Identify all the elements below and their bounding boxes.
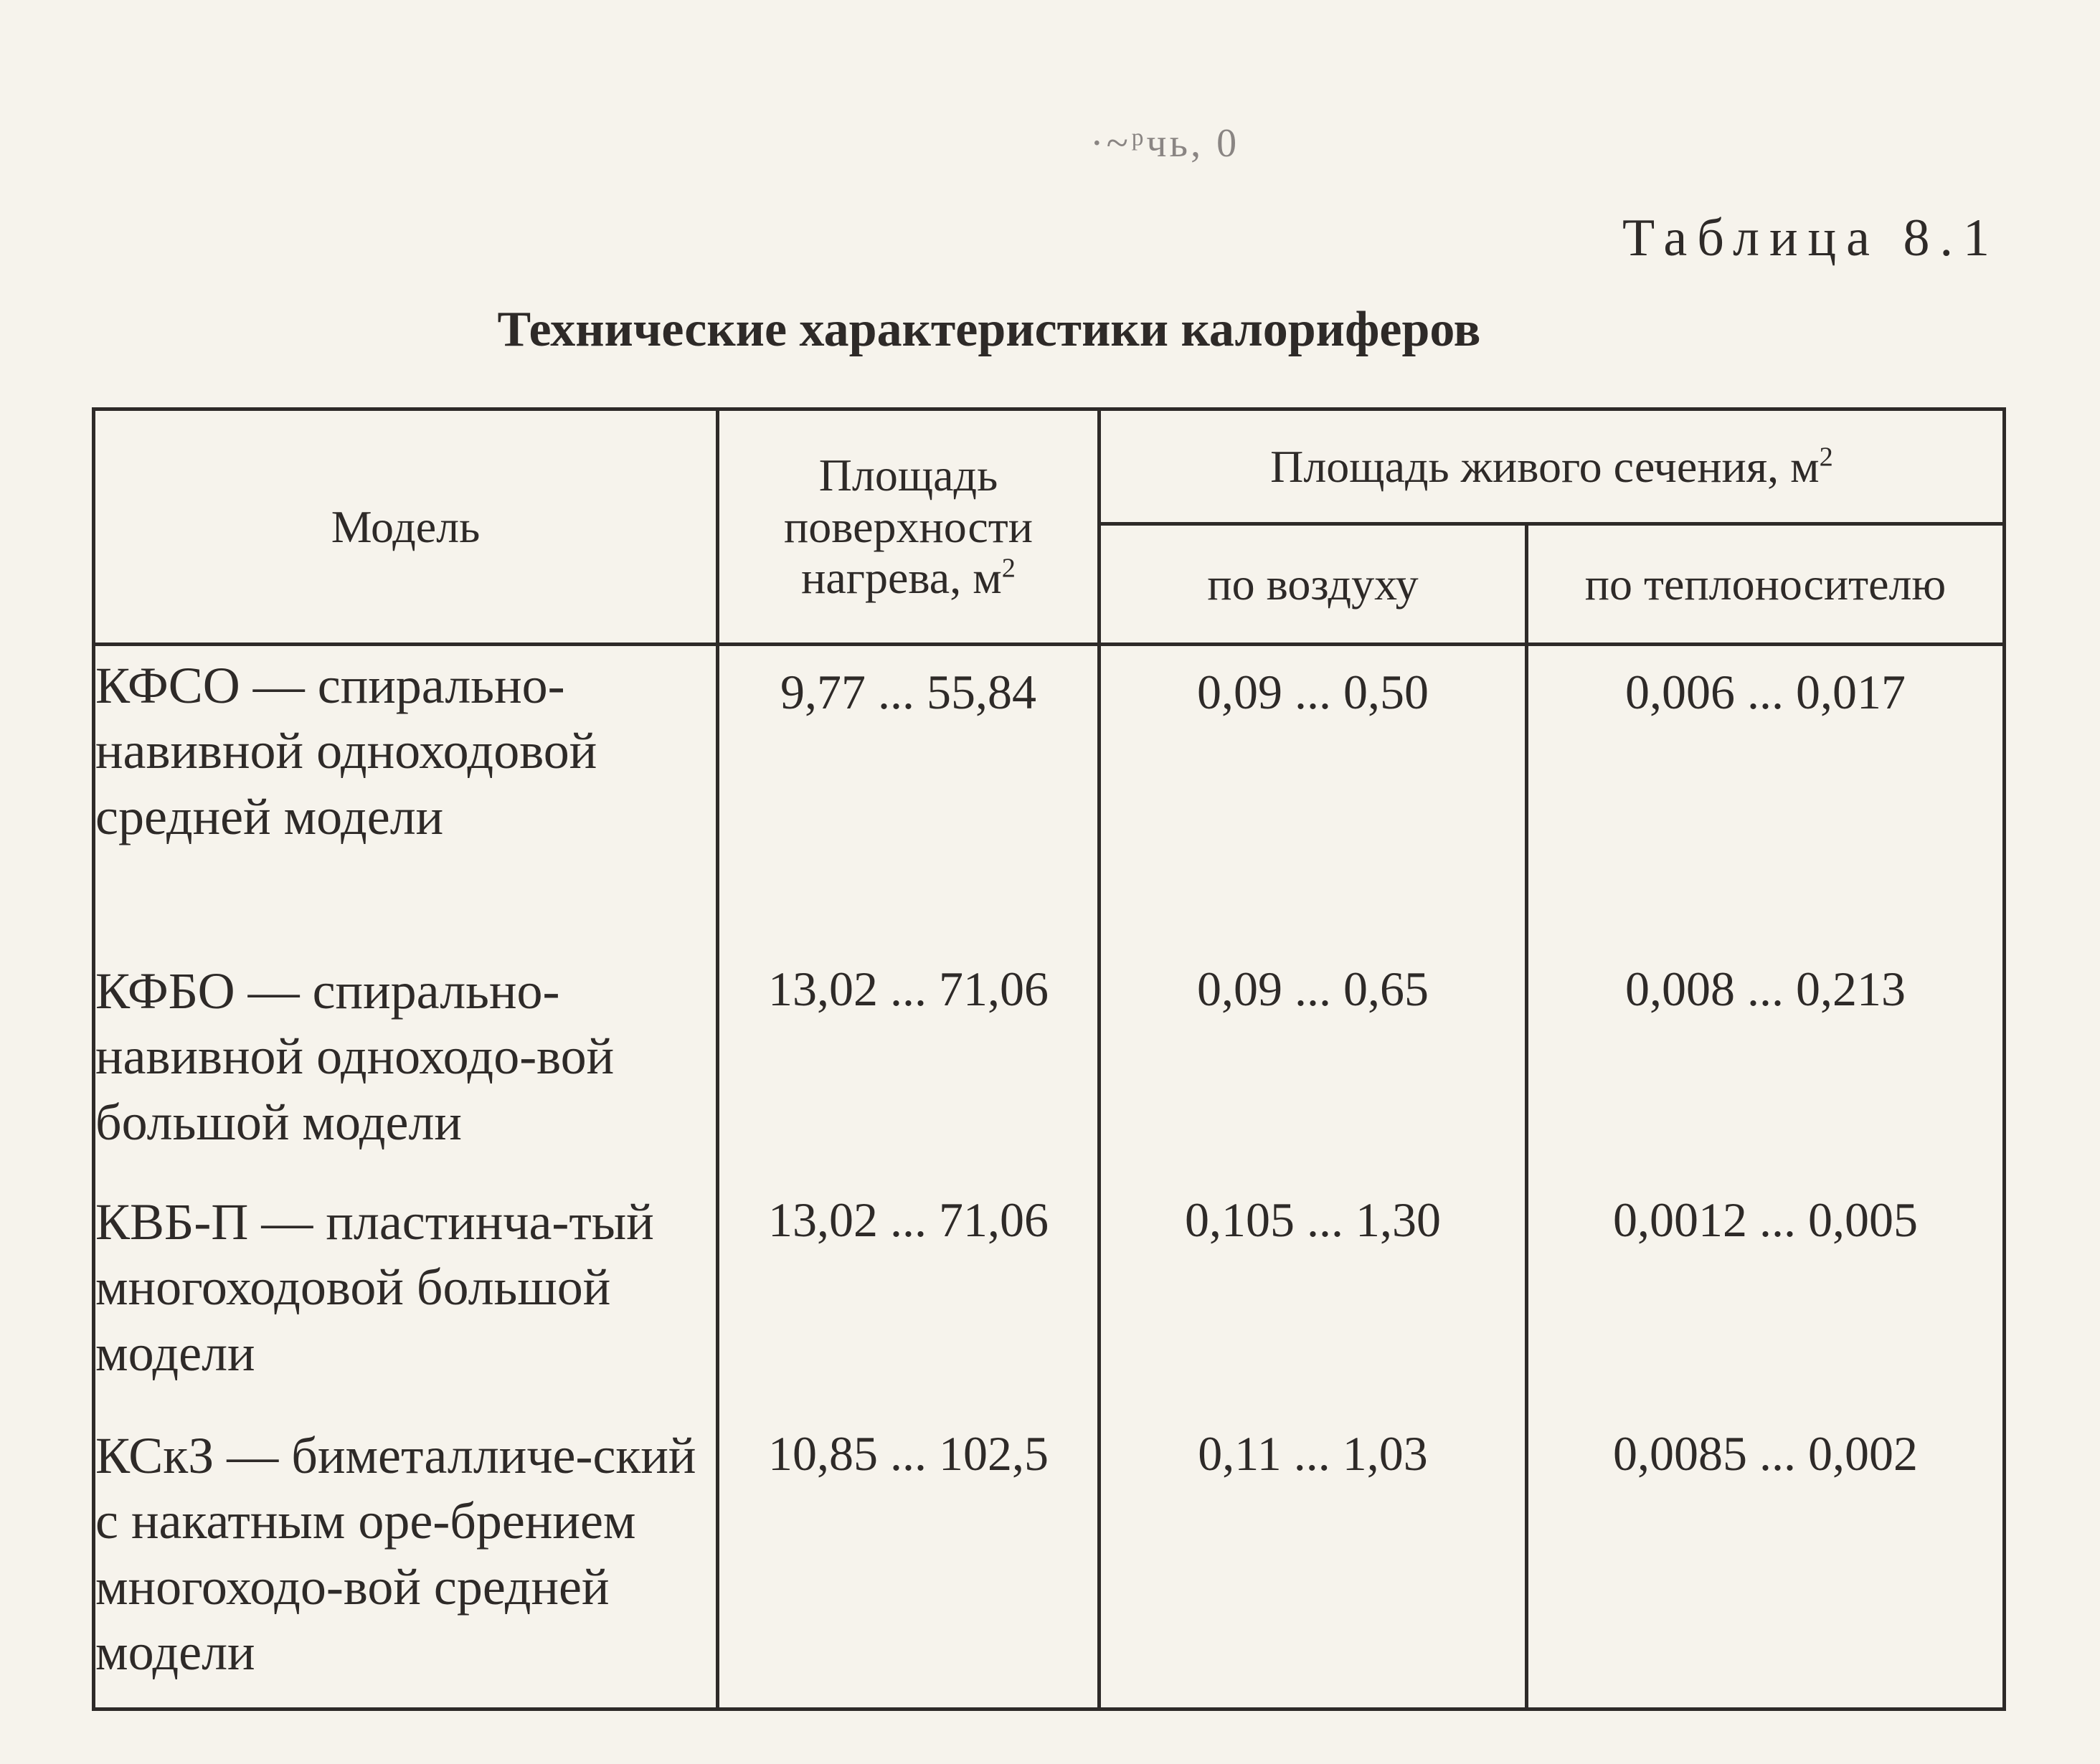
header-model-label: Модель — [331, 501, 481, 552]
header-section-label: Площадь живого сечения, м — [1270, 440, 1820, 492]
header-heating-area — [718, 409, 1099, 645]
header-area-line3: нагрева, м — [801, 552, 1002, 604]
model-cell: КСкЗ — биметалличе-ский с накатным оре-брением многоходо-вой средней модели — [94, 1416, 718, 1710]
header-free-section-group — [1099, 409, 2005, 524]
header-model — [94, 409, 718, 645]
table-row — [94, 952, 2005, 1182]
air-section-cell: 0,11 ... 1,03 — [1099, 1416, 1527, 1710]
header-by-coolant-label: по теплоносителю — [1584, 558, 1947, 610]
coolant-section-cell: 0,0012 ... 0,005 — [1527, 1182, 2005, 1416]
coolant-section-cell: 0,006 ... 0,017 — [1527, 645, 2005, 952]
header-section-unit-exponent: 2 — [1819, 442, 1833, 473]
header-by-air-label: по воздуху — [1207, 558, 1419, 610]
air-section-cell: 0,105 ... 1,30 — [1099, 1182, 1527, 1416]
coolant-section-cell: 0,0085 ... 0,002 — [1527, 1416, 2005, 1710]
model-cell: КФСО — спирально-навивной одноходовой средней модели — [94, 645, 718, 952]
heating-area-cell: 9,77 ... 55,84 — [718, 645, 1099, 952]
model-cell: КВБ-П — пластинча-тый многоходовой большой модели — [94, 1182, 718, 1416]
table-number: Таблица 8.1 — [1622, 209, 2000, 267]
table-row — [94, 1416, 2005, 1710]
air-section-cell: 0,09 ... 0,65 — [1099, 952, 1527, 1182]
header-area-line2: поверхности — [784, 501, 1033, 552]
specifications-table — [92, 407, 2006, 1711]
heating-area-cell: 13,02 ... 71,06 — [718, 952, 1099, 1182]
header-area-unit-exponent: 2 — [1001, 554, 1016, 584]
page-header-mark: ·~ᵖчь, 0 — [1090, 121, 1240, 166]
table-row — [94, 645, 2005, 952]
coolant-section-cell: 0,008 ... 0,213 — [1527, 952, 2005, 1182]
header-by-air — [1099, 524, 1527, 645]
heating-area-cell: 13,02 ... 71,06 — [718, 1182, 1099, 1416]
table-row — [94, 1182, 2005, 1416]
table-caption: Технические характеристики калориферов — [497, 302, 1481, 357]
heating-area-cell: 10,85 ... 102,5 — [718, 1416, 1099, 1710]
header-by-coolant — [1527, 524, 2005, 645]
header-area-line1: Площадь — [818, 449, 998, 501]
model-cell: КФБО — спирально-навивной одноходо-вой большой модели — [94, 952, 718, 1182]
air-section-cell: 0,09 ... 0,50 — [1099, 645, 1527, 952]
